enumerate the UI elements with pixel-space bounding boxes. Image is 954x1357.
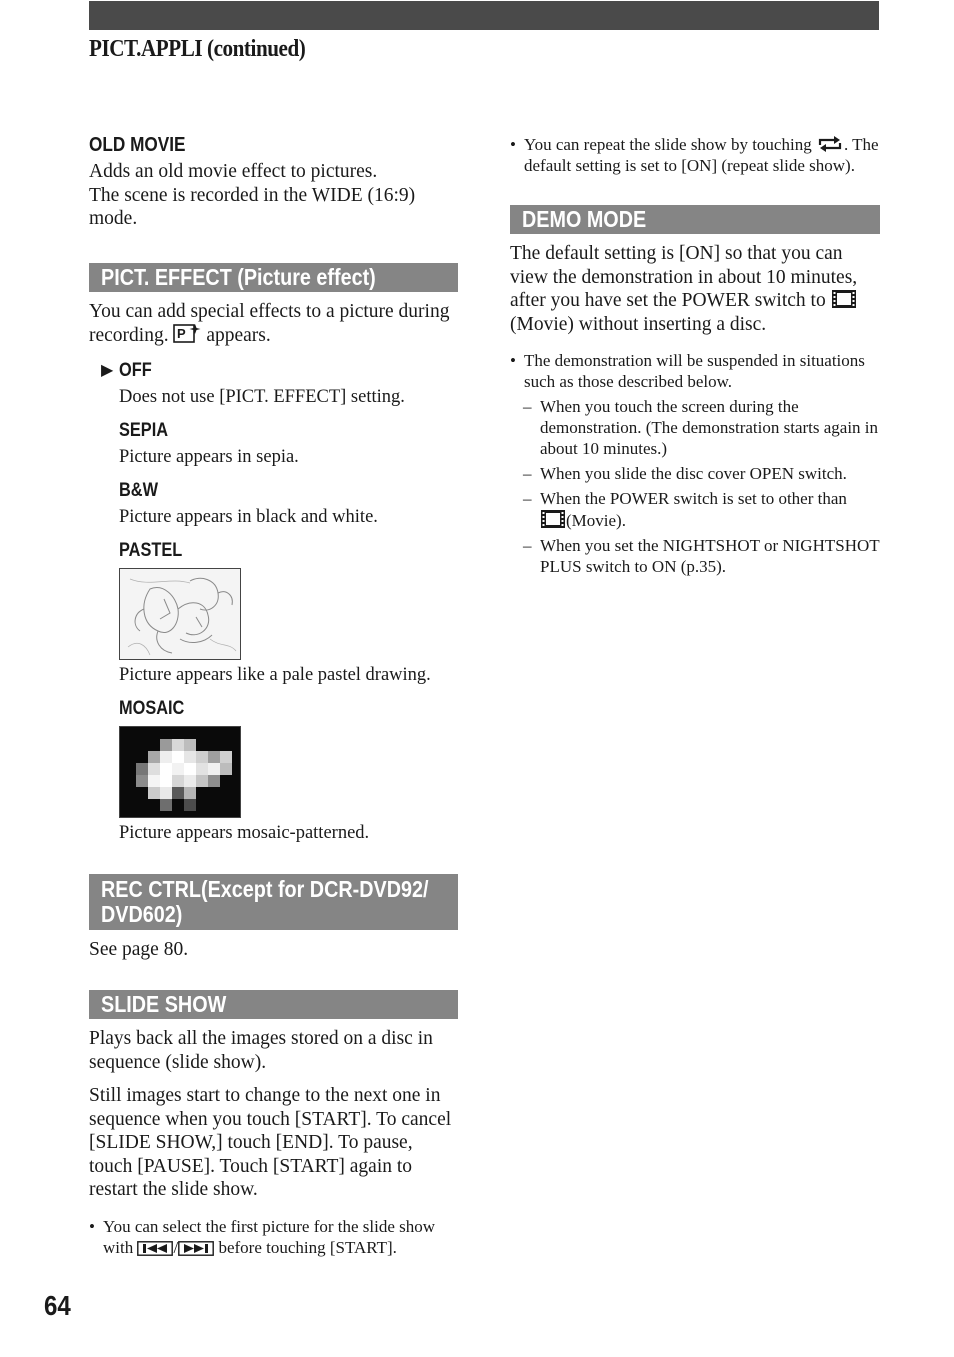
right-column [510,134,880,577]
demo-mode-dash-4: – When you set the NIGHTSHOT or NIGHTSHOT PLUS switch to ON (p.35). [510,535,880,577]
option-mosaic-name: MOSAIC [119,697,185,719]
option-sepia-desc: Picture appears in sepia. [119,446,299,467]
option-bw [119,480,458,528]
option-pastel [119,540,458,686]
option-bw-name: B&W [119,479,159,501]
option-pastel-desc: Picture appears like a pale pastel drawing. [119,664,431,685]
slide-show-band: SLIDE SHOW [89,990,458,1019]
svg-text:P: P [177,326,187,341]
option-sepia-name: SEPIA [119,419,169,441]
option-pastel-name: PASTEL [119,539,183,561]
slide-show-bullet: • You can select the first picture for the slide show with / before touching [START]. [89,1216,458,1258]
option-sepia [119,420,458,468]
next-icon [178,1241,214,1256]
demo-mode-para: The default setting is [ON] so that you can view the demonstration in about 10 minutes, after you have set the POWER switch to (Movie) without inserting a disc. [510,243,858,335]
previous-icon [137,1241,173,1256]
demo-mode-dash-3: – When the POWER switch is set to other than (Movie). [510,488,880,531]
option-off-name: OFF [119,359,152,381]
option-mosaic-desc: Picture appears mosaic-patterned. [119,822,370,843]
movie-icon [831,289,857,309]
option-bw-desc: Picture appears in black and white. [119,506,378,527]
picture-effect-icon [173,323,201,344]
option-mosaic [119,698,458,844]
option-off [89,360,458,408]
slide-show-para-2: Still images start to change to the next one in sequence when you touch [START]. To cancel [SLIDE SHOW,] touch [END]. To pause, touch [PAUSE]. Touch [START] again to restart the slide show. [89,1085,452,1200]
running-title: PICT.APPLI (continued) [89,36,306,62]
old-movie-section [89,134,458,231]
slide-show-repeat-bullet: • You can repeat the slide show by touching . The default setting is set to [ON] (repeat slide show). [510,134,880,176]
repeat-icon [816,135,844,153]
demo-mode-band: DEMO MODE [510,205,880,234]
movie-icon [540,509,566,529]
default-marker: ▶ [101,361,114,379]
page-number: 64 [44,1290,71,1321]
old-movie-heading: OLD MOVIE [89,134,186,156]
demo-mode-dash-2: – When you slide the disc cover OPEN switch. [510,463,880,484]
old-movie-line-1: Adds an old movie effect to pictures. [89,161,378,182]
mosaic-sample-image [119,726,241,818]
pict-effect-intro: You can add special effects to a picture during recording. P appears. [89,300,450,346]
rec-ctrl-band: REC CTRL(Except for DCR-DVD92/ DVD602) [89,874,458,930]
header-bar [89,1,879,30]
old-movie-line-2: The scene is recorded in the WIDE (16:9) mode. [89,184,416,229]
rec-ctrl-text: See page 80. [89,938,189,960]
option-off-desc: Does not use [PICT. EFFECT] setting. [119,386,405,407]
left-column [89,134,458,1258]
demo-mode-bullet: • The demonstration will be suspended in situations such as those described below. [510,350,880,392]
demo-mode-dash-1: – When you touch the screen during the demonstration. (The demonstration starts again in about 10 minutes.) [510,396,880,459]
pastel-sample-image [119,568,241,660]
pict-effect-band: PICT. EFFECT (Picture effect) [89,263,458,292]
slide-show-para-1: Plays back all the images stored on a disc in sequence (slide show). [89,1028,433,1073]
